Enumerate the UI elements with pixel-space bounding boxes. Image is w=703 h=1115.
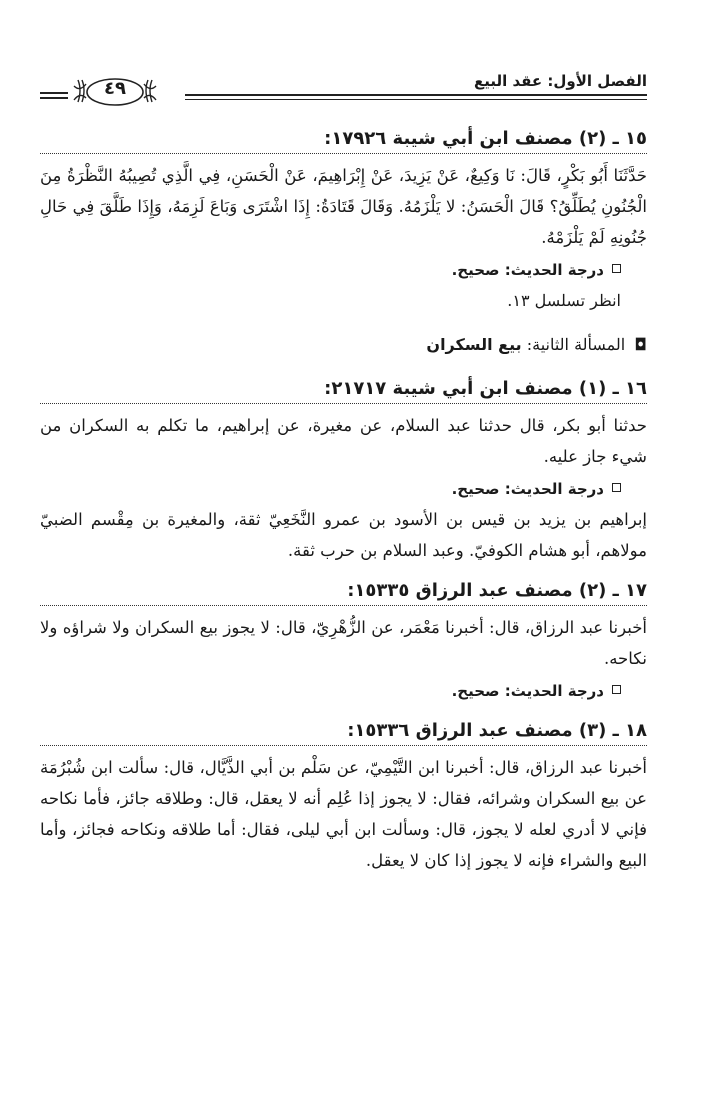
- hadith-heading: ١٧ ـ (٢) مصنف عبد الرزاق ١٥٣٣٥:: [347, 580, 647, 601]
- cross-reference-note: انظر تسلسل ١٣.: [507, 291, 621, 310]
- grade-label: درجة الحديث: صحيح.: [451, 261, 604, 279]
- hadith-text: حدثنا أبو بكر، قال حدثنا عبد السلام، عن مغيرة، عن إبراهيم، ما تكلم به السكران من شيء جاز عليه.: [40, 416, 647, 466]
- heading-dotted-rule: [40, 403, 647, 404]
- hadith-grade: [40, 474, 621, 504]
- header-rule-left: [40, 92, 68, 102]
- section-bullet-icon: ◘: [634, 335, 647, 354]
- section-heading: [40, 330, 647, 360]
- page-number-badge: [70, 76, 160, 108]
- grade-label: درجة الحديث: صحيح.: [451, 480, 604, 498]
- heading-dotted-rule: [40, 745, 647, 746]
- heading-dotted-rule: [40, 153, 647, 154]
- header-rule-thin: [185, 99, 647, 100]
- hadith-grade: [40, 676, 621, 706]
- page-header: [40, 62, 647, 110]
- hadith-entry: [40, 580, 647, 706]
- section-label: المسألة الثانية:: [526, 335, 626, 354]
- hadith-text: أخبرنا عبد الرزاق، قال: أخبرنا ابن التَّيْمِيّ، عن سَلْم بن أبي الذَّيَّال، قال: سألت ابن شُبْرُمَة عن بيع السكران وشرائه، فقال: لا يجوز إذا عُلِم أنه لا يعقل، قال: وطلاقه جائز، فأما نكاحه فإني لا أدري لعله لا يجوز، قال: وسألت ابن أبي ليلى، فقال: أما طلاقه ونكاحه فجائز، وأما البيع والشراء فإنه لا يجوز إذا كان لا يعقل.: [40, 758, 647, 870]
- hadith-heading: ١٦ ـ (١) مصنف ابن أبي شيبة ٢١٧١٧:: [324, 378, 647, 399]
- hadith-entry: [40, 720, 647, 876]
- section-title: بيع السكران: [426, 335, 522, 354]
- page-number: ٤٩: [104, 78, 126, 99]
- hadith-entry: [40, 128, 647, 316]
- hadith-grade: [40, 255, 621, 285]
- square-bullet-icon: [612, 264, 621, 273]
- hadith-text: حَدَّثَنَا أَبُو بَكْرٍ، قَالَ: نَا وَكِيعٌ، عَنْ يَزِيدَ، عَنْ إِبْرَاهِيمَ، عَنْ الْحَسَنِ، فِي الَّذِي تُصِيبُهُ النَّظْرَةُ مِنَ الْجُنُونِ يُطَلِّقُ؟ قَالَ الْحَسَنُ: لا يَلْزَمُهُ. وَقَالَ قَتَادَةُ: إِذَا اشْتَرَى وَبَاعَ لَزِمَهُ، وَإِذَا طَلَّقَ فِي حَالِ جُنُونِهِ لَمْ يَلْزَمْهُ.: [40, 166, 647, 247]
- hadith-entry: [40, 378, 647, 566]
- square-bullet-icon: [612, 685, 621, 694]
- hadith-heading: ١٥ ـ (٢) مصنف ابن أبي شيبة ١٧٩٢٦:: [324, 128, 647, 149]
- book-page: [40, 62, 647, 876]
- heading-dotted-rule: [40, 605, 647, 606]
- hadith-text: أخبرنا عبد الرزاق، قال: أخبرنا مَعْمَر، عن الزُّهْرِيّ، قال: لا يجوز بيع السكران ولا شراؤه ولا نكاحه.: [40, 618, 647, 668]
- hadith-heading: ١٨ ـ (٣) مصنف عبد الرزاق ١٥٣٣٦:: [347, 720, 647, 741]
- header-rule: [185, 94, 647, 96]
- grade-label: درجة الحديث: صحيح.: [451, 682, 604, 700]
- running-title: الفصل الأول: عقد البيع: [473, 72, 647, 90]
- narrator-notes: إبراهيم بن يزيد بن قيس بن الأسود بن عمرو النَّخَعِيّ ثقة، والمغيرة بن مِقْسم الضبيّ مولاهم، أبو هشام الكوفيّ. وعبد السلام بن حرب ثقة.: [40, 510, 647, 560]
- square-bullet-icon: [612, 483, 621, 492]
